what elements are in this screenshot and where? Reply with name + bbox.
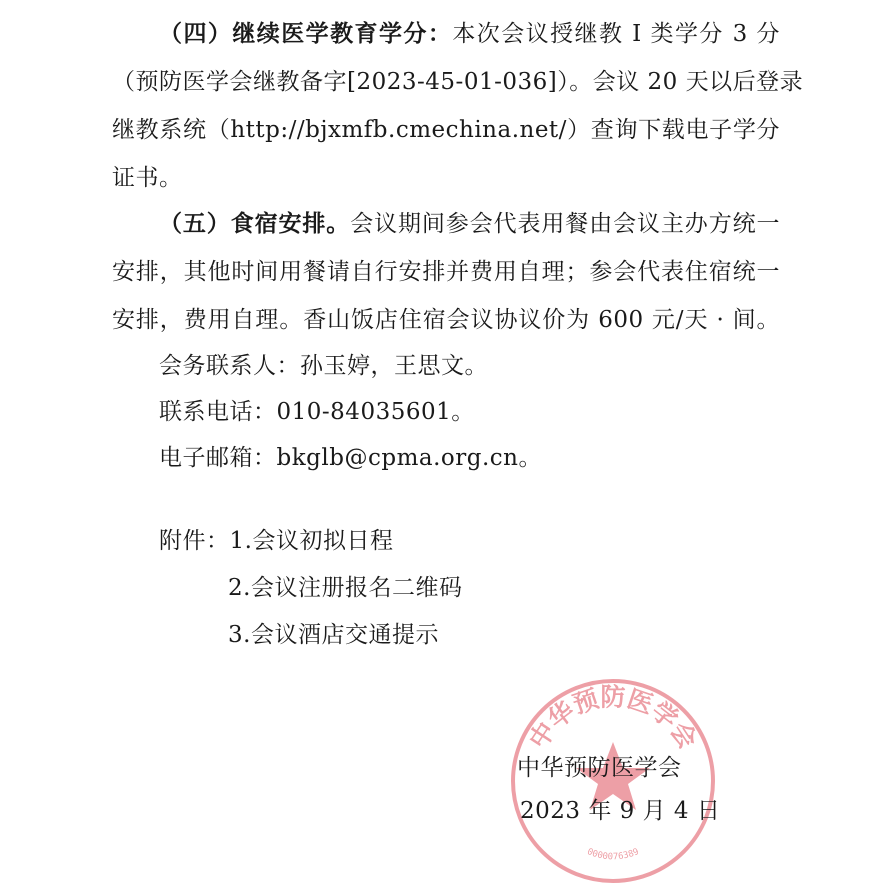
section5-line1-text: 会议期间参会代表用餐由会议主办方统一 [350, 211, 781, 237]
section5-line3: 安排，费用自理。香山饭店住宿会议协议价为 600 元/天 · 间。 [112, 307, 780, 333]
section4-line1 [159, 18, 780, 50]
attachment-item-2: 2.会议注册报名二维码 [228, 575, 463, 601]
section4-line4: 证书。 [112, 165, 183, 191]
contact-phone: 联系电话：010-84035601。 [159, 399, 475, 425]
section4-line2: （预防医学会继教备字[2023-45-01-036]）。会议 20 天以后登录 [112, 69, 804, 95]
svg-text:中华预防医学会: 中华预防医学会 [523, 682, 703, 754]
section4-line1-text: 本次会议授继教 I 类学分 3 分 [452, 21, 781, 47]
section5-heading: （五）食宿安排。 [159, 210, 351, 237]
section4-heading: （四）继续医学教育学分： [159, 20, 453, 47]
signature-organization: 中华预防医学会 [517, 755, 682, 781]
attachment-item-3: 3.会议酒店交通提示 [228, 622, 439, 648]
section5-line1 [159, 208, 780, 240]
attachment-item-1: 1.会议初拟日程 [229, 528, 394, 554]
attachments-label: 附件： [159, 528, 230, 554]
contact-persons: 会务联系人：孙玉婷，王思文。 [159, 353, 488, 379]
section4-line3: 继教系统（http://bjxmfb.cmechina.net/）查询下载电子学分 [112, 117, 780, 143]
svg-text:0000076389: 0000076389 [585, 847, 641, 863]
contact-email: 电子邮箱：bkglb@cpma.org.cn。 [159, 445, 542, 471]
attachments-line1 [159, 525, 780, 557]
signature-date: 2023 年 9 月 4 日 [520, 798, 721, 824]
section5-line2: 安排，其他时间用餐请自行安排并费用自理；参会代表住宿统一 [112, 259, 780, 285]
